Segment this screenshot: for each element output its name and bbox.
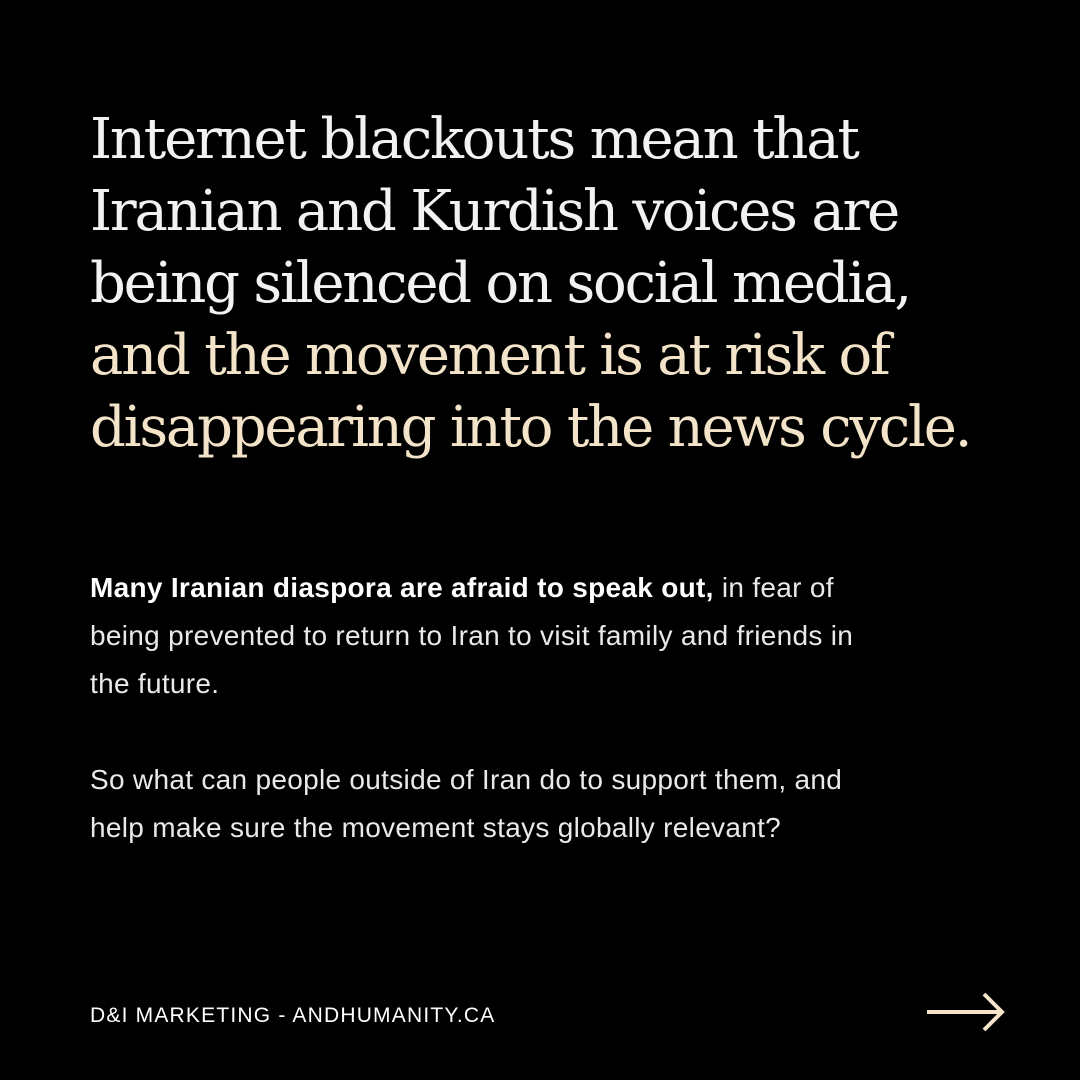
- headline-line-3: being silenced on social media,: [90, 251, 910, 316]
- headline: [90, 104, 1050, 464]
- arrow-right-icon: [926, 990, 1006, 1034]
- paragraph-1-line-2: being prevented to return to Iran to visit family and friends in: [90, 620, 854, 651]
- body-paragraph-1: [90, 564, 990, 708]
- footer-brand-text: D&I MARKETING - ANDHUMANITY.CA: [90, 1004, 496, 1027]
- headline-line-4: and the movement is at risk of: [90, 323, 889, 388]
- paragraph-1-line-1-rest: in fear of: [713, 572, 834, 603]
- next-arrow-button[interactable]: [926, 990, 1006, 1034]
- body-paragraph-2: [90, 756, 990, 852]
- headline-line-2: Iranian and Kurdish voices are: [90, 179, 899, 244]
- paragraph-1-line-1: [90, 564, 990, 612]
- paragraph-1-bold-text: Many Iranian diaspora are afraid to speak out,: [90, 572, 714, 603]
- headline-line-5: disappearing into the news cycle.: [90, 395, 971, 460]
- paragraph-1-line-3: the future.: [90, 668, 220, 699]
- paragraph-2-line-1: So what can people outside of Iran do to support them, and: [90, 764, 843, 795]
- headline-line-1: Internet blackouts mean that: [90, 107, 858, 172]
- paragraph-2-line-2: help make sure the movement stays globally relevant?: [90, 812, 782, 843]
